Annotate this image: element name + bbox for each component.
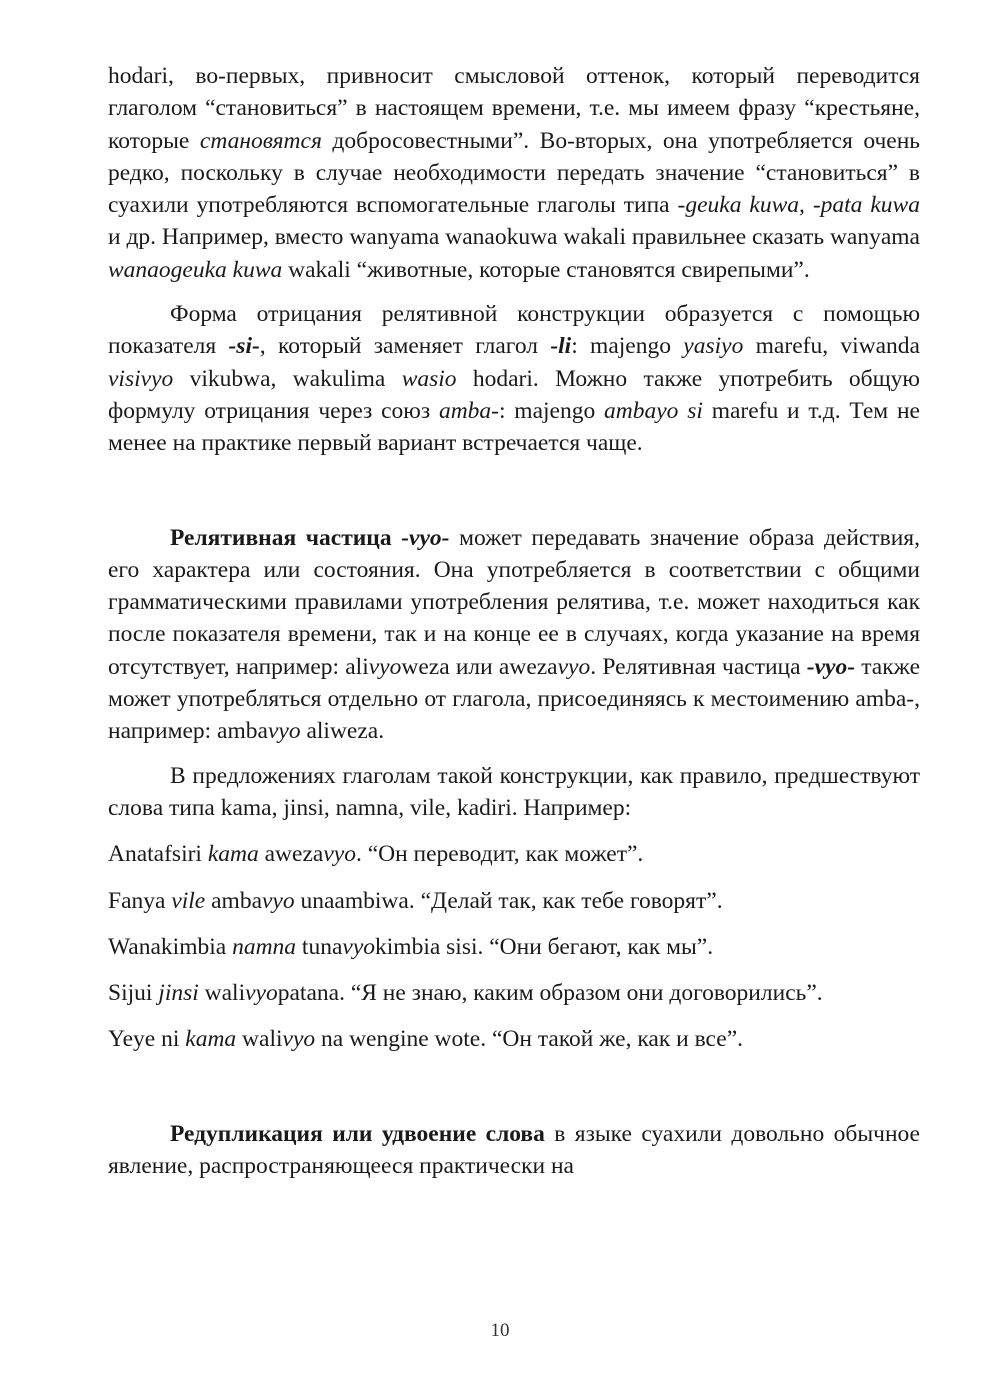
- text-run: vikubwa, wakulima: [173, 365, 402, 392]
- page-number: 10: [490, 1320, 510, 1341]
- text-run: , который заменяет глагол: [259, 333, 551, 360]
- text-run: wakali “животные, которые становятся свирепыми”.: [282, 256, 810, 283]
- text-run: Anatafsiri: [108, 841, 208, 868]
- italic-run: -geuka kuwa, -pata kuwa: [677, 192, 920, 219]
- text-run: tuna: [296, 933, 343, 960]
- example-5: [108, 1023, 920, 1055]
- bold-italic-run: -vyo-: [401, 524, 450, 551]
- italic-run: vyo: [368, 653, 402, 680]
- italic-run: amba-: [438, 397, 499, 424]
- text-run: также может употребляться отдельно от глагола, присоединяясь к местоимению amba-, например: amba: [108, 653, 920, 745]
- italic-run: vyo: [323, 841, 356, 868]
- italic-run: vyo: [267, 718, 301, 745]
- text-run: amba: [205, 887, 262, 914]
- italic-run: vyo: [262, 887, 295, 914]
- text-run: : majengo: [498, 397, 605, 424]
- italic-run: vyo: [557, 653, 591, 680]
- italic-run: kama: [185, 1026, 237, 1053]
- text-run: . “Он переводит, как может”.: [355, 841, 644, 868]
- text-run: hodari. Можно также употребить общую формулу отрицания через союз: [108, 365, 920, 424]
- paragraph-2: [108, 298, 920, 459]
- text-run: unaambiwa. “Делай так, как тебе говорят”.: [294, 887, 723, 914]
- text-run: kimbia sisi. “Они бегают, как мы”.: [375, 933, 714, 960]
- italic-run: становятся: [199, 127, 322, 154]
- paragraph-5: [108, 1118, 920, 1183]
- example-3: [108, 931, 920, 963]
- example-2: [108, 885, 920, 917]
- text-run: Sijui: [108, 980, 159, 1007]
- text-run: : majengo: [571, 333, 684, 360]
- text-run: в языке суахили довольно обычное явление, распространяющееся практически на: [108, 1120, 920, 1180]
- bold-run: Релятивная частица: [170, 524, 402, 551]
- text-run: wali: [236, 1026, 283, 1053]
- example-1: [108, 838, 920, 870]
- bold-italic-run: -si-: [228, 333, 260, 360]
- page-text: [108, 60, 920, 1182]
- text-run: marefu, viwanda: [743, 333, 920, 360]
- text-run: weza или aweza: [401, 653, 558, 680]
- text-run: Wanakimbia: [108, 933, 233, 960]
- text-run: Fanya: [108, 887, 172, 914]
- italic-run: wasio: [401, 365, 457, 392]
- example-4: [108, 977, 920, 1009]
- text-run: Yeye ni: [108, 1026, 186, 1053]
- text-run: Форма отрицания релятивной конструкции образуется с помощью показателя: [108, 301, 920, 360]
- text-run: patana. “Я не знаю, каким образом они договорились”.: [277, 980, 823, 1007]
- italic-run: namna: [232, 933, 297, 960]
- text-run: и др. Например, вместо wanyama wanaokuwa wakali правильнее сказать wanyama: [108, 224, 920, 251]
- italic-run: vile: [171, 887, 206, 914]
- text-run: aliweza.: [300, 718, 385, 745]
- text-run: aweza: [258, 841, 324, 868]
- italic-run: vyo: [282, 1026, 316, 1053]
- italic-run: vyo: [342, 933, 376, 960]
- bold-italic-run: -li: [550, 333, 572, 360]
- text-run: wali: [198, 980, 246, 1007]
- paragraph-1: [108, 60, 920, 286]
- text-run: . Релятивная частица: [590, 653, 807, 680]
- text-run: добросовестными”. Во-вторых, она употребляется очень редко, поскольку в случае необходимости передать значение “становиться” в суахили употребляются вспомогательные глаголы типа: [108, 127, 921, 219]
- bold-run: Редупликация или удвоение слова: [170, 1120, 545, 1147]
- italic-run: wanaogeuka kuwa: [108, 256, 283, 283]
- italic-run: kama: [207, 841, 259, 868]
- italic-run: visivyo: [108, 365, 174, 392]
- text-run: na wengine wote. “Он такой же, как и все”.: [315, 1026, 744, 1053]
- text-run: может передавать значение образа действия, его характера или состояния. Она употребляется в соответствии с общими грамматическими правилами употребления релятива, т.е. может находиться как после показателя времени, так и на конце ее в случаях, когда указание на время отсутствует, например: ali: [108, 524, 920, 680]
- paragraph-3: [108, 522, 920, 748]
- italic-run: ambayo si: [604, 397, 703, 424]
- bold-italic-run: -vyo-: [806, 653, 856, 680]
- text-run: marefu и т.д. Тем не менее на практике первый вариант встречается чаще.: [108, 397, 920, 457]
- paragraph-4: [108, 760, 920, 825]
- italic-run: yasiyo: [683, 333, 744, 360]
- text-run: hodari, во-первых, привносит смысловой оттенок, который переводится глаголом “становиться” в настоящем времени, т.е. мы имеем фразу “крестьяне, которые: [108, 63, 920, 154]
- italic-run: jinsi: [158, 980, 199, 1007]
- italic-run: vyo: [245, 980, 278, 1007]
- text-run: В предложениях глаголам такой конструкции, как правило, предшествуют слова типа kama, jinsi, namna, vile, kadiri. Например:: [108, 762, 920, 821]
